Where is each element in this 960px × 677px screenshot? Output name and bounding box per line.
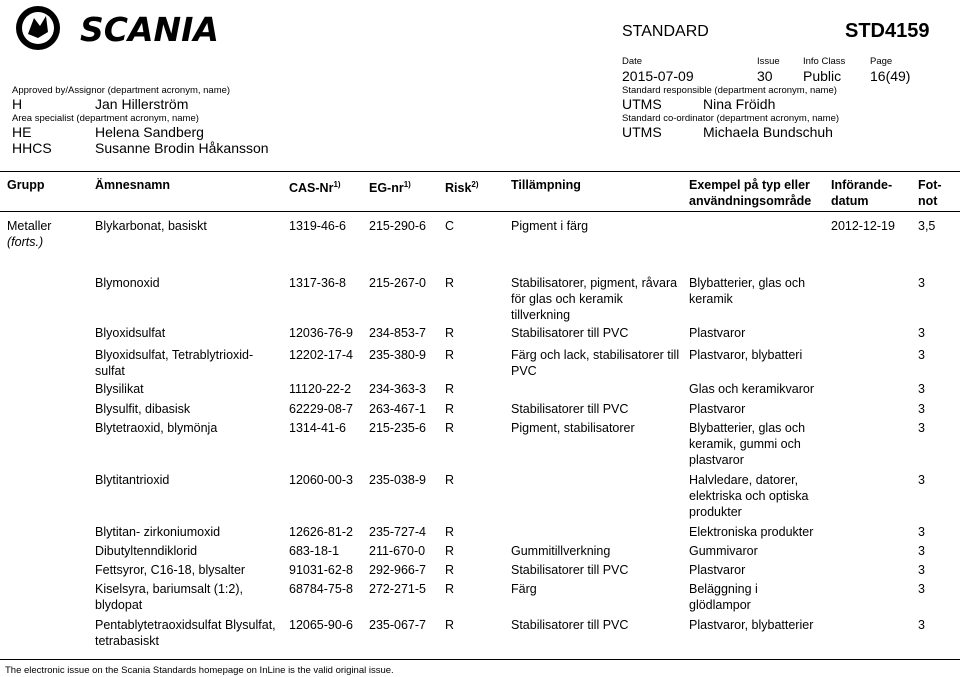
substance-name: Kiselsyra, bariumsalt (1:2), blydopat bbox=[95, 582, 243, 612]
col-tillampning: Tillämpning bbox=[511, 178, 581, 192]
risk-code: R bbox=[445, 421, 455, 435]
application: Pigment i färg bbox=[511, 219, 589, 233]
risk-code: R bbox=[445, 326, 455, 340]
risk-code: R bbox=[445, 382, 455, 396]
application: Stabilisatorer, pigment, råvara för glas och keramik tillverkning bbox=[511, 276, 678, 322]
footnote-ref: 3 bbox=[918, 525, 925, 539]
col-risk: Risk$^{2)}$ bbox=[445, 180, 479, 196]
cas-number: 62229-08-7 bbox=[289, 402, 353, 416]
brand-wordmark: SCANIA bbox=[80, 10, 219, 49]
risk-code: R bbox=[445, 618, 455, 632]
col-exempel: Exempel på typ eller användningsområde bbox=[689, 178, 812, 208]
application: Stabilisatorer till PVC bbox=[511, 618, 629, 632]
approver-name: Jan Hillerström bbox=[95, 96, 189, 112]
eg-number: 235-067-7 bbox=[369, 618, 426, 632]
coordinator-acr: UTMS bbox=[622, 124, 662, 140]
risk-code: R bbox=[445, 582, 455, 596]
substance-name: Blyoxidsulfat, Tetrablytrioxid- sulfat bbox=[95, 348, 254, 378]
risk-code: R bbox=[445, 276, 455, 290]
substance-name: Fettsyror, C16-18, blysalter bbox=[95, 563, 246, 577]
example-use: Plastvaror, blybatteri bbox=[689, 348, 803, 362]
example-use: Plastvaror bbox=[689, 326, 746, 340]
footnote-ref: 3 bbox=[918, 544, 925, 558]
specialist-name: Helena Sandberg bbox=[95, 124, 204, 140]
substance-name: Blymonoxid bbox=[95, 276, 160, 290]
area-specialist-label: Area specialist (department acronym, name) bbox=[12, 113, 199, 124]
substance-name: Pentablytetraoxidsulfat Blysulfat, tetrabasiskt bbox=[95, 618, 276, 648]
example-use: Plastvaror, blybatterier bbox=[689, 618, 814, 632]
cas-number: 1319-46-6 bbox=[289, 219, 346, 233]
cas-number: 12036-76-9 bbox=[289, 326, 353, 340]
page-label: Page bbox=[870, 56, 893, 67]
cas-number: 68784-75-8 bbox=[289, 582, 353, 596]
application: Färg och lack, stabilisatorer till PVC bbox=[511, 348, 680, 378]
date-value: 2015-07-09 bbox=[622, 68, 694, 84]
footnote-ref: 3 bbox=[918, 618, 925, 632]
specialist-acr: HE bbox=[12, 124, 32, 140]
footnote-ref: 3 bbox=[918, 382, 925, 396]
footer-note: The electronic issue on the Scania Standards homepage on InLine is the valid original issue. bbox=[5, 665, 394, 676]
approver-acr: H bbox=[12, 96, 23, 112]
eg-number: 211-670-0 bbox=[369, 544, 426, 558]
example-use: Blybatterier, glas och keramik, gummi och plastvaror bbox=[689, 421, 806, 467]
cas-number: 12065-90-6 bbox=[289, 618, 353, 632]
responsible-name: Nina Fröidh bbox=[703, 96, 776, 112]
footnote-ref: 3,5 bbox=[918, 219, 936, 233]
substance-name: Blysilikat bbox=[95, 382, 144, 396]
col-eg: $EG-nr^{1)}$ bbox=[369, 180, 411, 196]
eg-number: 215-267-0 bbox=[369, 276, 426, 290]
risk-code: R bbox=[445, 544, 455, 558]
substance-name: Dibutyltenndiklorid bbox=[95, 544, 198, 558]
std-coordinator-label: Standard co-ordinator (department acronym, name) bbox=[622, 113, 840, 124]
cas-number: 683-18-1 bbox=[289, 544, 340, 558]
cas-number: 12202-17-4 bbox=[289, 348, 353, 362]
specialist-name: Susanne Brodin Håkansson bbox=[95, 140, 269, 156]
eg-number: 272-271-5 bbox=[369, 582, 426, 596]
info-class-value: Public bbox=[803, 68, 842, 84]
cas-number: 1314-41-6 bbox=[289, 421, 346, 435]
application: Stabilisatorer till PVC bbox=[511, 326, 629, 340]
table-bottom-rule bbox=[0, 659, 960, 660]
issue-label: Issue bbox=[757, 56, 780, 67]
eg-number: 215-290-6 bbox=[369, 219, 426, 233]
footnote-ref: 3 bbox=[918, 473, 925, 487]
cas-number: 91031-62-8 bbox=[289, 563, 353, 577]
footnote-ref: 3 bbox=[918, 276, 925, 290]
risk-code: R bbox=[445, 473, 455, 487]
example-use: Glas och keramikvaror bbox=[689, 382, 815, 396]
table-header-rule bbox=[0, 211, 960, 212]
eg-number: 292-966-7 bbox=[369, 563, 426, 577]
specialist-acr: HHCS bbox=[12, 140, 52, 156]
substance-name: Blytetraoxid, blymönja bbox=[95, 421, 218, 435]
doc-type: STANDARD bbox=[622, 23, 709, 40]
info-class-label: Info Class bbox=[803, 56, 846, 67]
footnote-ref: 3 bbox=[918, 348, 925, 362]
approved-by-label: Approved by/Assignor (department acronym, name) bbox=[12, 85, 231, 96]
eg-number: 235-038-9 bbox=[369, 473, 426, 487]
issue-value: 30 bbox=[757, 68, 773, 84]
coordinator-name: Michaela Bundschuh bbox=[703, 124, 833, 140]
footnote-ref: 3 bbox=[918, 582, 925, 596]
col-amnesnamn: Ämnesnamn bbox=[95, 178, 171, 192]
doc-number: STD4159 bbox=[845, 20, 930, 42]
example-use: Plastvaror bbox=[689, 402, 746, 416]
risk-code: R bbox=[445, 525, 455, 539]
risk-code: R bbox=[445, 563, 455, 577]
substance-name: Blysulfit, dibasisk bbox=[95, 402, 191, 416]
cas-number: 1317-36-8 bbox=[289, 276, 346, 290]
footnote-ref: 3 bbox=[918, 402, 925, 416]
risk-code: R bbox=[445, 402, 455, 416]
risk-code: R bbox=[445, 348, 455, 362]
application: Färg bbox=[511, 582, 537, 596]
substance-name: Blyoxidsulfat bbox=[95, 326, 166, 340]
std-responsible-label: Standard responsible (department acronym, name) bbox=[622, 85, 837, 96]
col-grupp: Grupp bbox=[7, 178, 45, 192]
eg-number: 215-235-6 bbox=[369, 421, 426, 435]
example-use: Plastvaror bbox=[689, 563, 746, 577]
substance-name: Blykarbonat, basiskt bbox=[95, 219, 207, 233]
substance-name: Blytitantrioxid bbox=[95, 473, 170, 487]
col-fotnot: Fot- not bbox=[918, 178, 942, 208]
application: Pigment, stabilisatorer bbox=[511, 421, 635, 435]
page-value: 16(49) bbox=[870, 68, 911, 84]
eg-number: 235-727-4 bbox=[369, 525, 426, 539]
griffin-emblem-icon bbox=[14, 4, 64, 52]
eg-number: 234-853-7 bbox=[369, 326, 426, 340]
example-use: Gummivaror bbox=[689, 544, 758, 558]
risk-code: C bbox=[445, 219, 455, 233]
col-cas: CAS-Nr$^{1)}$ bbox=[289, 180, 341, 196]
example-use: Elektroniska produkter bbox=[689, 525, 814, 539]
date-label: Date bbox=[622, 56, 643, 67]
application: Gummitillverkning bbox=[511, 544, 611, 558]
table-top-rule bbox=[0, 171, 960, 172]
cas-number: 12626-81-2 bbox=[289, 525, 353, 539]
footnote-ref: 3 bbox=[918, 563, 925, 577]
example-use: Beläggning i glödlampor bbox=[689, 582, 758, 612]
col-inforandedatum: Införande- datum bbox=[831, 178, 893, 208]
responsible-acr: UTMS bbox=[622, 96, 662, 112]
cas-number: 11120-22-2 bbox=[289, 382, 352, 396]
eg-number: 234-363-3 bbox=[369, 382, 426, 396]
group-label: Metaller (forts.) bbox=[7, 219, 52, 249]
footnote-ref: 3 bbox=[918, 326, 925, 340]
eg-number: 235-380-9 bbox=[369, 348, 426, 362]
example-use: Halvledare, datorer, elektriska och optiska produkter bbox=[689, 473, 809, 519]
application: Stabilisatorer till PVC bbox=[511, 402, 629, 416]
introduction-date: 2012-12-19 bbox=[831, 219, 895, 233]
footnote-ref: 3 bbox=[918, 421, 925, 435]
example-use: Blybatterier, glas och keramik bbox=[689, 276, 806, 306]
cas-number: 12060-00-3 bbox=[289, 473, 353, 487]
scania-logo bbox=[14, 4, 219, 52]
application: Stabilisatorer till PVC bbox=[511, 563, 629, 577]
substance-name: Blytitan- zirkoniumoxid bbox=[95, 525, 221, 539]
eg-number: 263-467-1 bbox=[369, 402, 426, 416]
